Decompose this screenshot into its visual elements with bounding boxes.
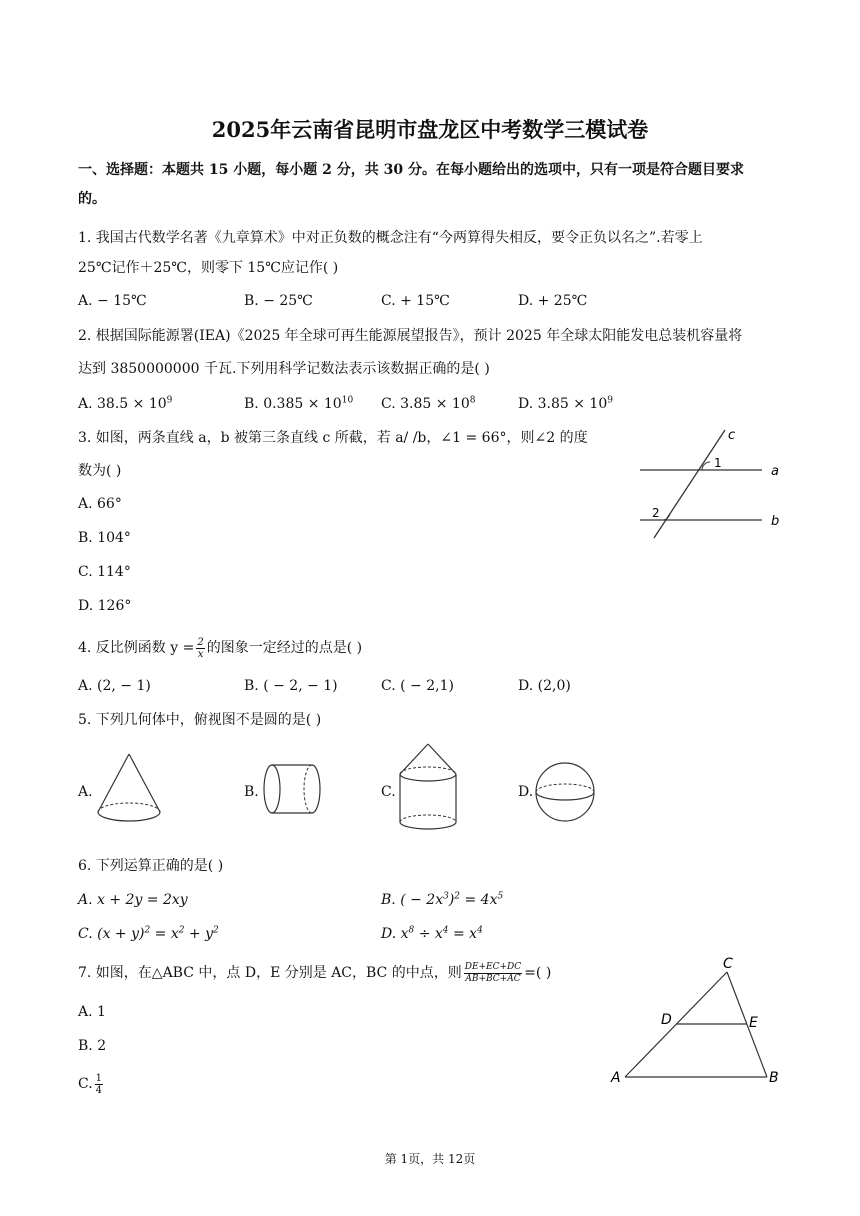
label-angle-1: 1 <box>714 456 722 470</box>
label-b: b <box>771 514 780 529</box>
q6-option-b: B. ( − $2x^3)^2 = 4x^5$ <box>381 891 504 908</box>
q2-option-d: D. $3.85 \times 10^9$ <box>518 395 613 412</box>
q2-option-b: B. $0.385 \times 10^{10}$ <box>244 395 354 412</box>
q6-option-a: A. x + 2y = 2xy <box>78 892 188 908</box>
label-angle-2: 2 <box>652 506 660 520</box>
q3-option-a: A. 66° <box>78 496 122 512</box>
section-heading-line2: 的。 <box>78 191 106 207</box>
cone-on-cylinder-figure <box>396 742 460 834</box>
label-c: c <box>728 428 736 443</box>
label-B: B <box>769 1070 779 1086</box>
sphere-figure <box>533 760 597 824</box>
page-footer: 第 1页，共 12页 <box>384 1152 476 1166</box>
cone-figure <box>94 752 164 826</box>
q4-option-c: C. ( − 2,1) <box>381 678 454 694</box>
page-title: 2025年云南省昆明市盘龙区中考数学三模试卷 <box>211 117 649 142</box>
label-E: E <box>749 1015 758 1031</box>
q4-stem: 4. 反比例函数 y = $\frac{2}{x}$ 的图象一定经过的点是( ) <box>78 636 363 660</box>
q7-stem: 7. 如图，在△ABC 中，点 D，E 分别是 AC，BC 的中点，则 $\frac{DE+EC+DC}{AB+BC+AC}$ =( ) <box>78 961 552 984</box>
q7-option-c: C. $\frac{1}{4}$ <box>78 1072 103 1096</box>
label-a: a <box>771 464 779 479</box>
label-A: A <box>611 1070 621 1086</box>
q1-option-b: B. − 25℃ <box>244 293 313 309</box>
q5-option-d: D. <box>518 784 534 800</box>
q1-option-a: A. − 15℃ <box>78 293 147 309</box>
q4-option-a: A. (2, − 1) <box>78 678 151 694</box>
q7-option-b: B. 2 <box>78 1038 107 1054</box>
label-D: D <box>661 1012 672 1028</box>
q2-stem-line1: 2. 根据国际能源署(IEA)《2025 年全球可再生能源展望报告》，预计 2025 年全球太阳能发电总装机容量将 <box>78 328 743 344</box>
q1-stem-line1: 1. 我国古代数学名著《九章算术》中对正负数的概念注有“今两算得失相反，要令正负以名之”.若零上 <box>78 230 703 246</box>
q3-option-d: D. 126° <box>78 598 132 614</box>
q2-option-c: C. $3.85 \times 10^8$ <box>381 395 476 412</box>
q3-stem-line2: 数为( ) <box>78 463 122 479</box>
q3-option-b: B. 104° <box>78 530 131 546</box>
q3-option-c: C. 114° <box>78 564 131 580</box>
q1-option-d: D. + 25℃ <box>518 293 588 309</box>
q7-option-a: A. 1 <box>78 1004 106 1020</box>
q1-option-c: C. + 15℃ <box>381 293 450 309</box>
q5-option-c: C. <box>381 784 396 800</box>
q3-figure <box>630 425 790 545</box>
q5-option-b: B. <box>244 784 259 800</box>
q6-option-d: D. $x^8 \div x^4 = x^4$ <box>381 925 483 942</box>
label-C: C <box>723 956 733 972</box>
q2-option-a: A. $38.5 \times 10^9$ <box>78 395 173 412</box>
q6-stem: 6. 下列运算正确的是( ) <box>78 858 224 874</box>
section-heading-line1: 一、选择题：本题共 15 小题，每小题 2 分，共 30 分。在每小题给出的选项中，只有一项是符合题目要求 <box>78 162 744 178</box>
q7-triangle-figure <box>605 952 790 1087</box>
q1-stem-line2: 25℃记作＋25℃，则零下 15℃应记作( ) <box>78 260 339 276</box>
q6-option-c: C. $(x + y)^2 = x^2 + y^2$ <box>78 925 219 942</box>
horizontal-cylinder-figure <box>262 763 324 817</box>
q5-option-a: A. <box>78 784 93 800</box>
q2-stem-line2: 达到 3850000000 千瓦.下列用科学记数法表示该数据正确的是( ) <box>78 361 490 377</box>
q4-option-b: B. ( − 2, − 1) <box>244 678 338 694</box>
line-c <box>654 430 725 538</box>
q5-stem: 5. 下列几何体中，俯视图不是圆的是( ) <box>78 712 322 728</box>
q4-option-d: D. (2,0) <box>518 678 571 694</box>
q3-stem-line1: 3. 如图，两条直线 a，b 被第三条直线 c 所截，若 a/ /b，∠1 = 66°，则∠2 的度 <box>78 430 588 446</box>
q4-fraction: $\frac{2}{x}$ <box>197 636 204 660</box>
q7-fraction: $\frac{DE+EC+DC}{AB+BC+AC}$ <box>464 961 522 984</box>
